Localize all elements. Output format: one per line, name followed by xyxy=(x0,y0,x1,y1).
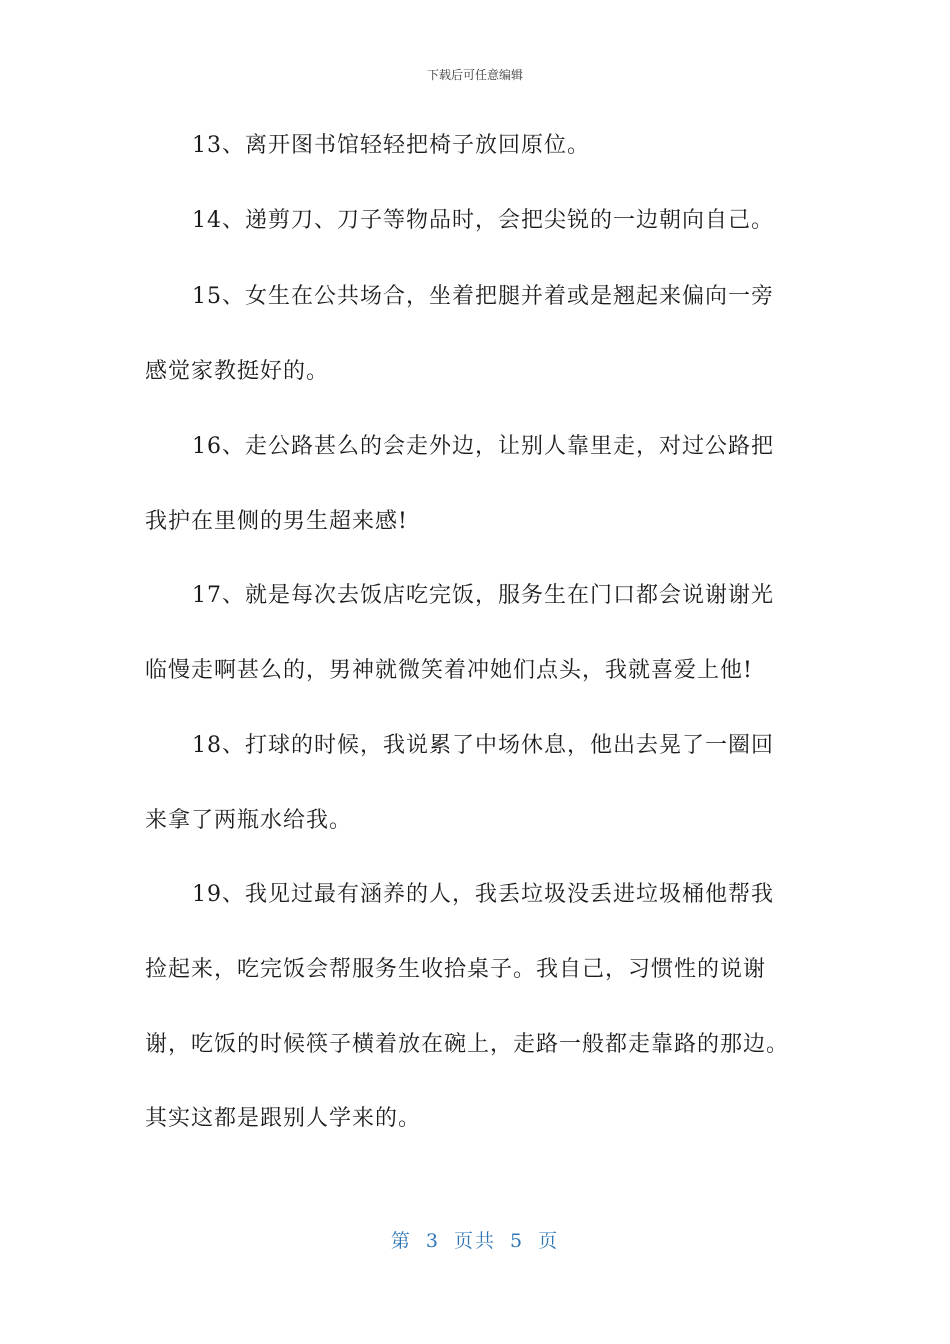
paragraph-line-19: 19、我见过最有涵养的人，我丢垃圾没丢进垃圾桶他帮我 xyxy=(192,882,774,907)
paragraph-line-19-cont-3: 其实这都是跟别人学来的。 xyxy=(145,1106,422,1131)
paragraph-line-15: 15、女生在公共场合，坐着把腿并着或是翘起来偏向一旁 xyxy=(192,284,774,309)
paragraph-line-18: 18、打球的时候，我说累了中场休息，他出去晃了一圈回 xyxy=(192,733,774,758)
paragraph-line-15-cont: 感觉家教挺好的。 xyxy=(145,359,330,384)
paragraph-line-13: 13、离开图书馆轻轻把椅子放回原位。 xyxy=(192,133,590,158)
paragraph-line-16-cont: 我护在里侧的男生超来感! xyxy=(145,509,408,534)
paragraph-line-16: 16、走公路甚么的会走外边，让别人靠里走，对过公路把 xyxy=(192,434,774,459)
paragraph-line-18-cont: 来拿了两瓶水给我。 xyxy=(145,808,353,833)
paragraph-line-14: 14、递剪刀、刀子等物品时，会把尖锐的一边朝向自己。 xyxy=(192,208,774,233)
paragraph-line-19-cont-1: 捡起来，吃完饭会帮服务生收拾桌子。我自己，习惯性的说谢 xyxy=(145,957,767,982)
paragraph-line-19-cont-2: 谢，吃饭的时候筷子横着放在碗上，走路一般都走靠路的那边。 xyxy=(145,1032,790,1057)
paragraph-line-17: 17、就是每次去饭店吃完饭，服务生在门口都会说谢谢光 xyxy=(192,583,774,608)
paragraph-line-17-cont: 临慢走啊甚么的，男神就微笑着冲她们点头，我就喜爱上他! xyxy=(145,658,753,683)
page-number-footer: 第 3 页共 5 页 xyxy=(390,1230,560,1252)
header-note: 下载后可任意编辑 xyxy=(426,68,523,82)
